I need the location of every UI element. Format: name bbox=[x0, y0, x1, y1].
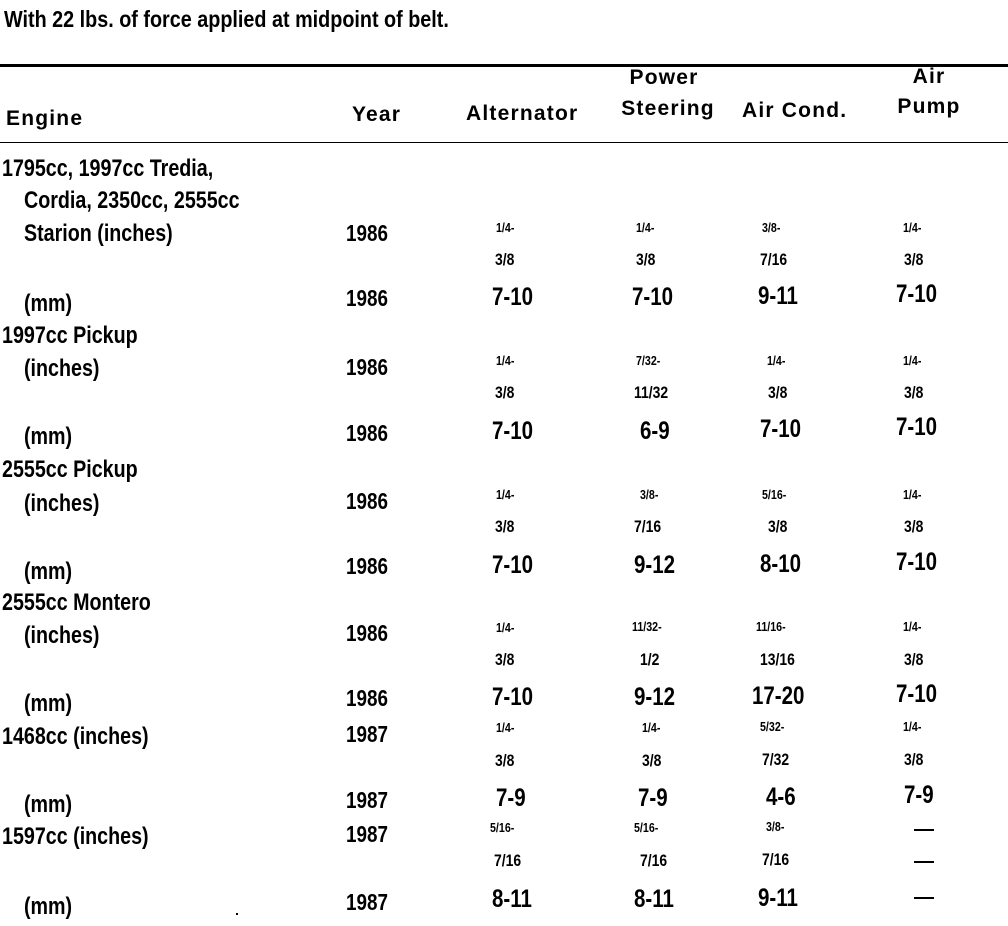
header-year: Year bbox=[352, 103, 402, 126]
header-power-steering-line2: Steering bbox=[621, 97, 715, 120]
air-pump-frac bbox=[904, 251, 923, 269]
power-steering-mm: 9-12 bbox=[634, 683, 676, 711]
power-steering-frac-top: 5/16- bbox=[634, 820, 659, 835]
air-cond-frac-top: 5/16- bbox=[762, 487, 787, 502]
alternator-frac bbox=[496, 622, 514, 641]
power-steering-frac bbox=[640, 852, 667, 870]
engine-cell: Starion (inches) bbox=[24, 220, 173, 247]
engine-cell: 1597cc (inches) bbox=[2, 823, 149, 850]
air-cond-frac bbox=[756, 621, 786, 640]
alternator-frac bbox=[494, 852, 521, 870]
air-cond-frac bbox=[768, 384, 787, 402]
alternator-frac-top: 1/4- bbox=[496, 220, 515, 235]
air-cond-frac bbox=[762, 222, 780, 241]
year-cell: 1987 bbox=[346, 821, 388, 847]
power-steering-frac bbox=[636, 222, 654, 241]
power-steering-frac-top: 1/4- bbox=[642, 720, 661, 735]
air-cond-frac bbox=[767, 355, 785, 374]
power-steering-frac-bottom: 1/2 bbox=[640, 650, 660, 669]
alternator-frac bbox=[496, 489, 514, 508]
air-cond-frac-bottom: 7/32 bbox=[762, 750, 790, 769]
table-top-rule bbox=[0, 64, 1008, 67]
power-steering-frac-bottom: 11/32 bbox=[634, 383, 669, 402]
air-pump-frac bbox=[903, 489, 921, 508]
power-steering-frac bbox=[640, 651, 659, 669]
alternator-frac-bottom: 3/8 bbox=[495, 517, 515, 536]
header-power-steering-line1: Power bbox=[629, 66, 699, 89]
alternator-frac-top: 1/4- bbox=[496, 353, 515, 368]
alternator-frac bbox=[496, 355, 514, 374]
alternator-frac bbox=[495, 518, 514, 536]
alternator-frac-bottom: 7/16 bbox=[494, 851, 522, 870]
power-steering-mm: 9-12 bbox=[634, 551, 676, 579]
air-cond-mm: 8-10 bbox=[760, 550, 802, 578]
air-cond-frac-bottom: 13/16 bbox=[760, 650, 795, 669]
air-cond-frac-top: 11/16- bbox=[756, 619, 786, 634]
air-pump-mm: 7-10 bbox=[896, 413, 938, 441]
air-pump-frac-top: 1/4- bbox=[903, 353, 922, 368]
air-pump-mm: 7-9 bbox=[904, 781, 934, 809]
power-steering-mm: 8-11 bbox=[634, 885, 674, 913]
air-cond-frac bbox=[762, 489, 786, 508]
alternator-frac bbox=[496, 222, 514, 241]
scan-speck bbox=[236, 913, 238, 915]
air-cond-frac bbox=[766, 821, 784, 840]
air-pump-frac-bottom: 3/8 bbox=[904, 650, 924, 669]
alternator-mm: 7-10 bbox=[492, 683, 534, 711]
engine-cell: (inches) bbox=[24, 355, 100, 382]
alternator-mm: 7-9 bbox=[496, 784, 526, 812]
alternator-frac bbox=[495, 651, 514, 669]
power-steering-frac bbox=[636, 251, 655, 269]
power-steering-frac-top: 1/4- bbox=[636, 220, 655, 235]
header-bottom-rule bbox=[0, 142, 1008, 143]
engine-cell: (inches) bbox=[24, 622, 100, 649]
alternator-frac-bottom: 3/8 bbox=[495, 250, 515, 269]
air-pump-frac-bottom: 3/8 bbox=[904, 517, 924, 536]
engine-cell: 1997cc Pickup bbox=[2, 322, 138, 349]
air-cond-frac bbox=[760, 251, 787, 269]
air-pump-frac bbox=[903, 222, 921, 241]
header-air-pump-line1: Air bbox=[912, 65, 946, 88]
power-steering-frac bbox=[634, 822, 658, 841]
power-steering-frac-bottom: 3/8 bbox=[636, 250, 656, 269]
year-cell: 1987 bbox=[346, 889, 388, 915]
power-steering-frac bbox=[634, 384, 668, 402]
air-pump-mm: 7-10 bbox=[896, 280, 938, 308]
engine-cell: (mm) bbox=[24, 791, 73, 818]
power-steering-mm: 7-10 bbox=[632, 283, 674, 311]
air-cond-frac-bottom: 7/16 bbox=[760, 250, 788, 269]
air-pump-not-applicable-mark bbox=[914, 897, 934, 899]
alternator-frac-bottom: 3/8 bbox=[495, 650, 515, 669]
air-pump-frac-top: 1/4- bbox=[903, 487, 922, 502]
alternator-frac-top: 1/4- bbox=[496, 487, 515, 502]
air-pump-not-applicable-mark bbox=[914, 861, 934, 863]
power-steering-frac bbox=[634, 518, 661, 536]
air-pump-frac-top: 1/4- bbox=[903, 719, 922, 734]
engine-cell: 2555cc Pickup bbox=[2, 456, 138, 483]
year-cell: 1986 bbox=[346, 620, 388, 646]
power-steering-frac bbox=[640, 489, 658, 508]
power-steering-frac-bottom: 7/16 bbox=[634, 517, 662, 536]
air-pump-frac-top: 1/4- bbox=[903, 619, 922, 634]
alternator-frac bbox=[495, 251, 514, 269]
power-steering-frac bbox=[642, 752, 661, 770]
air-pump-frac bbox=[903, 355, 921, 374]
year-cell: 1987 bbox=[346, 721, 388, 747]
air-cond-frac-top: 3/8- bbox=[762, 220, 781, 235]
air-cond-frac bbox=[760, 651, 795, 669]
air-cond-frac-bottom: 3/8 bbox=[768, 383, 788, 402]
year-cell: 1986 bbox=[346, 354, 388, 380]
alternator-frac-top: 1/4- bbox=[496, 720, 515, 735]
engine-cell: Cordia, 2350cc, 2555cc bbox=[24, 187, 240, 214]
air-pump-frac bbox=[904, 651, 923, 669]
air-cond-mm: 4-6 bbox=[766, 783, 796, 811]
year-cell: 1986 bbox=[346, 685, 388, 711]
air-cond-frac-top: 1/4- bbox=[767, 353, 786, 368]
year-cell: 1986 bbox=[346, 420, 388, 446]
engine-cell: (mm) bbox=[24, 690, 73, 717]
air-cond-frac-bottom: 3/8 bbox=[768, 517, 788, 536]
power-steering-frac bbox=[642, 722, 660, 741]
header-alternator: Alternator bbox=[466, 102, 579, 125]
air-pump-frac bbox=[904, 384, 923, 402]
alternator-mm: 8-11 bbox=[492, 885, 532, 913]
alternator-mm: 7-10 bbox=[492, 551, 534, 579]
engine-cell: (mm) bbox=[24, 290, 73, 317]
power-steering-mm: 7-9 bbox=[638, 784, 668, 812]
air-cond-mm: 7-10 bbox=[760, 415, 802, 443]
alternator-frac-top: 5/16- bbox=[490, 820, 515, 835]
air-cond-frac bbox=[762, 751, 789, 769]
air-pump-frac bbox=[904, 751, 923, 769]
air-pump-mm: 7-10 bbox=[896, 548, 938, 576]
alternator-mm: 7-10 bbox=[492, 283, 534, 311]
power-steering-frac-top: 11/32- bbox=[632, 619, 662, 634]
air-cond-frac bbox=[760, 721, 784, 740]
air-cond-mm: 9-11 bbox=[758, 282, 798, 310]
alternator-frac bbox=[490, 822, 514, 841]
alternator-frac bbox=[495, 752, 514, 770]
engine-cell: (inches) bbox=[24, 490, 100, 517]
air-pump-frac-bottom: 3/8 bbox=[904, 383, 924, 402]
year-cell: 1986 bbox=[346, 285, 388, 311]
table-caption: With 22 lbs. of force applied at midpoint of belt. bbox=[4, 6, 449, 32]
year-cell: 1987 bbox=[346, 787, 388, 813]
power-steering-frac bbox=[636, 355, 660, 374]
air-cond-frac-top: 3/8- bbox=[766, 819, 785, 834]
power-steering-frac bbox=[632, 621, 662, 640]
air-pump-frac-top: 1/4- bbox=[903, 220, 922, 235]
air-pump-frac bbox=[903, 721, 921, 740]
engine-cell: (mm) bbox=[24, 423, 73, 450]
air-cond-frac-bottom: 7/16 bbox=[762, 850, 790, 869]
air-cond-frac bbox=[762, 851, 789, 869]
header-air-pump-line2: Pump bbox=[897, 95, 961, 118]
power-steering-frac-top: 7/32- bbox=[636, 353, 661, 368]
air-pump-frac-bottom: 3/8 bbox=[904, 250, 924, 269]
air-cond-mm: 9-11 bbox=[758, 884, 798, 912]
year-cell: 1986 bbox=[346, 220, 388, 246]
air-pump-mm: 7-10 bbox=[896, 680, 938, 708]
year-cell: 1986 bbox=[346, 553, 388, 579]
alternator-frac bbox=[495, 384, 514, 402]
alternator-frac bbox=[496, 722, 514, 741]
air-pump-frac bbox=[903, 621, 921, 640]
air-pump-not-applicable-mark bbox=[914, 829, 934, 831]
engine-cell: 1795cc, 1997cc Tredia, bbox=[2, 155, 214, 182]
alternator-frac-bottom: 3/8 bbox=[495, 383, 515, 402]
power-steering-frac-top: 3/8- bbox=[640, 487, 659, 502]
air-cond-frac bbox=[768, 518, 787, 536]
engine-cell: (mm) bbox=[24, 558, 73, 585]
air-cond-mm: 17-20 bbox=[752, 682, 805, 710]
power-steering-mm: 6-9 bbox=[640, 417, 670, 445]
alternator-mm: 7-10 bbox=[492, 417, 534, 445]
header-air-cond: Air Cond. bbox=[742, 99, 848, 122]
air-pump-frac-bottom: 3/8 bbox=[904, 750, 924, 769]
air-pump-frac bbox=[904, 518, 923, 536]
engine-cell: (mm) bbox=[24, 893, 73, 920]
alternator-frac-top: 1/4- bbox=[496, 620, 515, 635]
air-cond-frac-top: 5/32- bbox=[760, 719, 785, 734]
power-steering-frac-bottom: 7/16 bbox=[640, 851, 668, 870]
engine-cell: 2555cc Montero bbox=[2, 589, 151, 616]
alternator-frac-bottom: 3/8 bbox=[495, 751, 515, 770]
year-cell: 1986 bbox=[346, 488, 388, 514]
power-steering-frac-bottom: 3/8 bbox=[642, 751, 662, 770]
engine-cell: 1468cc (inches) bbox=[2, 723, 149, 750]
header-engine: Engine bbox=[6, 107, 84, 130]
